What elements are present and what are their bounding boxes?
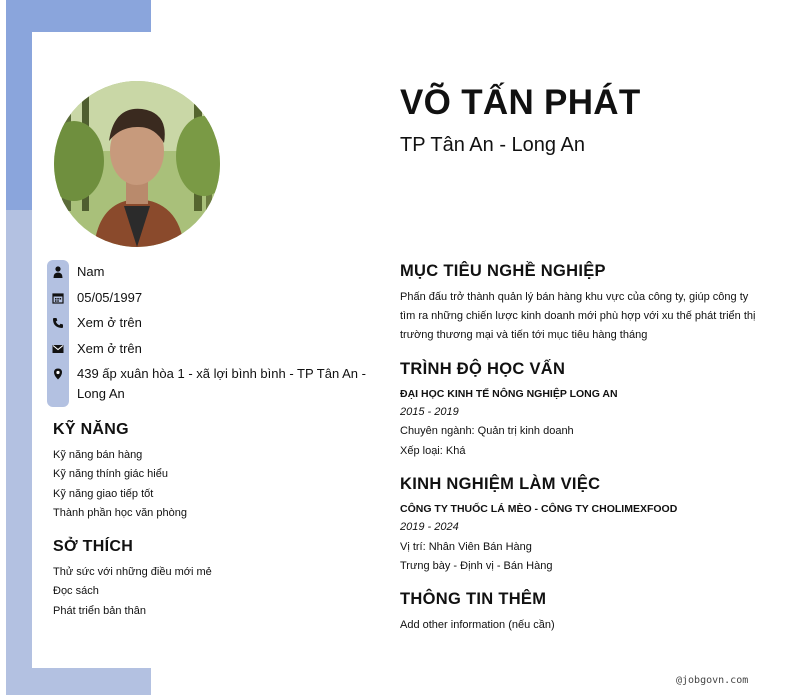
education-rank: Xếp loại: Khá (400, 445, 466, 457)
list-item: Thử sức với những điều mới mẻ (53, 566, 212, 578)
person-icon (52, 266, 64, 278)
list-item: Kỹ năng giao tiếp tốt (53, 487, 154, 500)
education-period: 2015 - 2019 (400, 406, 459, 418)
objective-title: MỤC TIÊU NGHỀ NGHIỆP (400, 262, 606, 280)
address-line-2: Long An (77, 386, 125, 401)
list-item: Kỹ năng thính giác hiểu (53, 468, 168, 481)
objective-line: Phấn đấu trở thành quản lý bán hàng khu vực của công ty, giúp công ty (400, 291, 749, 303)
experience-duties: Trưng bày - Định vị - Bán Hàng (400, 560, 553, 572)
experience-position: Vị trí: Nhân Viên Bán Hàng (400, 541, 532, 553)
contact-address (52, 366, 366, 404)
skills-title: KỸ NĂNG (53, 421, 129, 438)
gender-text: Nam (77, 264, 105, 279)
education-title: TRÌNH ĐỘ HỌC VẤN (400, 360, 566, 378)
address-text (77, 364, 366, 404)
experience-period: 2019 - 2024 (400, 521, 459, 533)
contact-gender (52, 264, 104, 282)
location-pin-icon (52, 368, 64, 380)
address-line-1: 439 ấp xuân hòa 1 - xã lợi bình bình - TP Tân An - (77, 366, 366, 381)
objective-line: tìm ra những chiến lược kinh doanh mới phù hợp với xu thế phát triển thị (400, 310, 756, 322)
calendar-icon (52, 292, 64, 304)
phone-icon (52, 317, 64, 329)
candidate-name: VÕ TẤN PHÁT (400, 83, 641, 122)
experience-title: KINH NGHIỆM LÀM VIỆC (400, 475, 601, 493)
contact-phone (52, 315, 142, 333)
email-text: Xem ở trên (77, 341, 142, 356)
objective-text (400, 288, 770, 345)
hobbies-list (53, 563, 212, 621)
list-item: Phát triển bản thân (53, 604, 146, 617)
contact-birthday (52, 290, 142, 308)
mail-icon (52, 343, 64, 355)
birthday-text: 05/05/1997 (77, 290, 143, 305)
profile-photo (54, 81, 220, 247)
candidate-location: TP Tân An - Long An (400, 134, 585, 156)
watermark: @jobgovn.com (676, 675, 749, 686)
extra-title: THÔNG TIN THÊM (400, 590, 547, 608)
education-major: Chuyên ngành: Quản trị kinh doanh (400, 425, 574, 437)
list-item: Thành phần học văn phòng (53, 506, 187, 519)
skills-list (53, 446, 187, 523)
list-item: Đọc sách (53, 585, 99, 598)
education-school: ĐẠI HỌC KINH TẾ NÔNG NGHIỆP LONG AN (400, 388, 618, 400)
phone-text: Xem ở trên (77, 315, 142, 330)
hobbies-title: SỞ THÍCH (53, 538, 134, 555)
experience-company: CÔNG TY THUỐC LÁ MÈO - CÔNG TY CHOLIMEXFOOD (400, 503, 678, 515)
objective-line: trường thương mại và tiến tới mục tiêu hàng tháng (400, 329, 648, 341)
contact-email (52, 341, 142, 359)
extra-text: Add other information (nếu cần) (400, 619, 555, 631)
list-item: Kỹ năng bán hàng (53, 449, 143, 461)
